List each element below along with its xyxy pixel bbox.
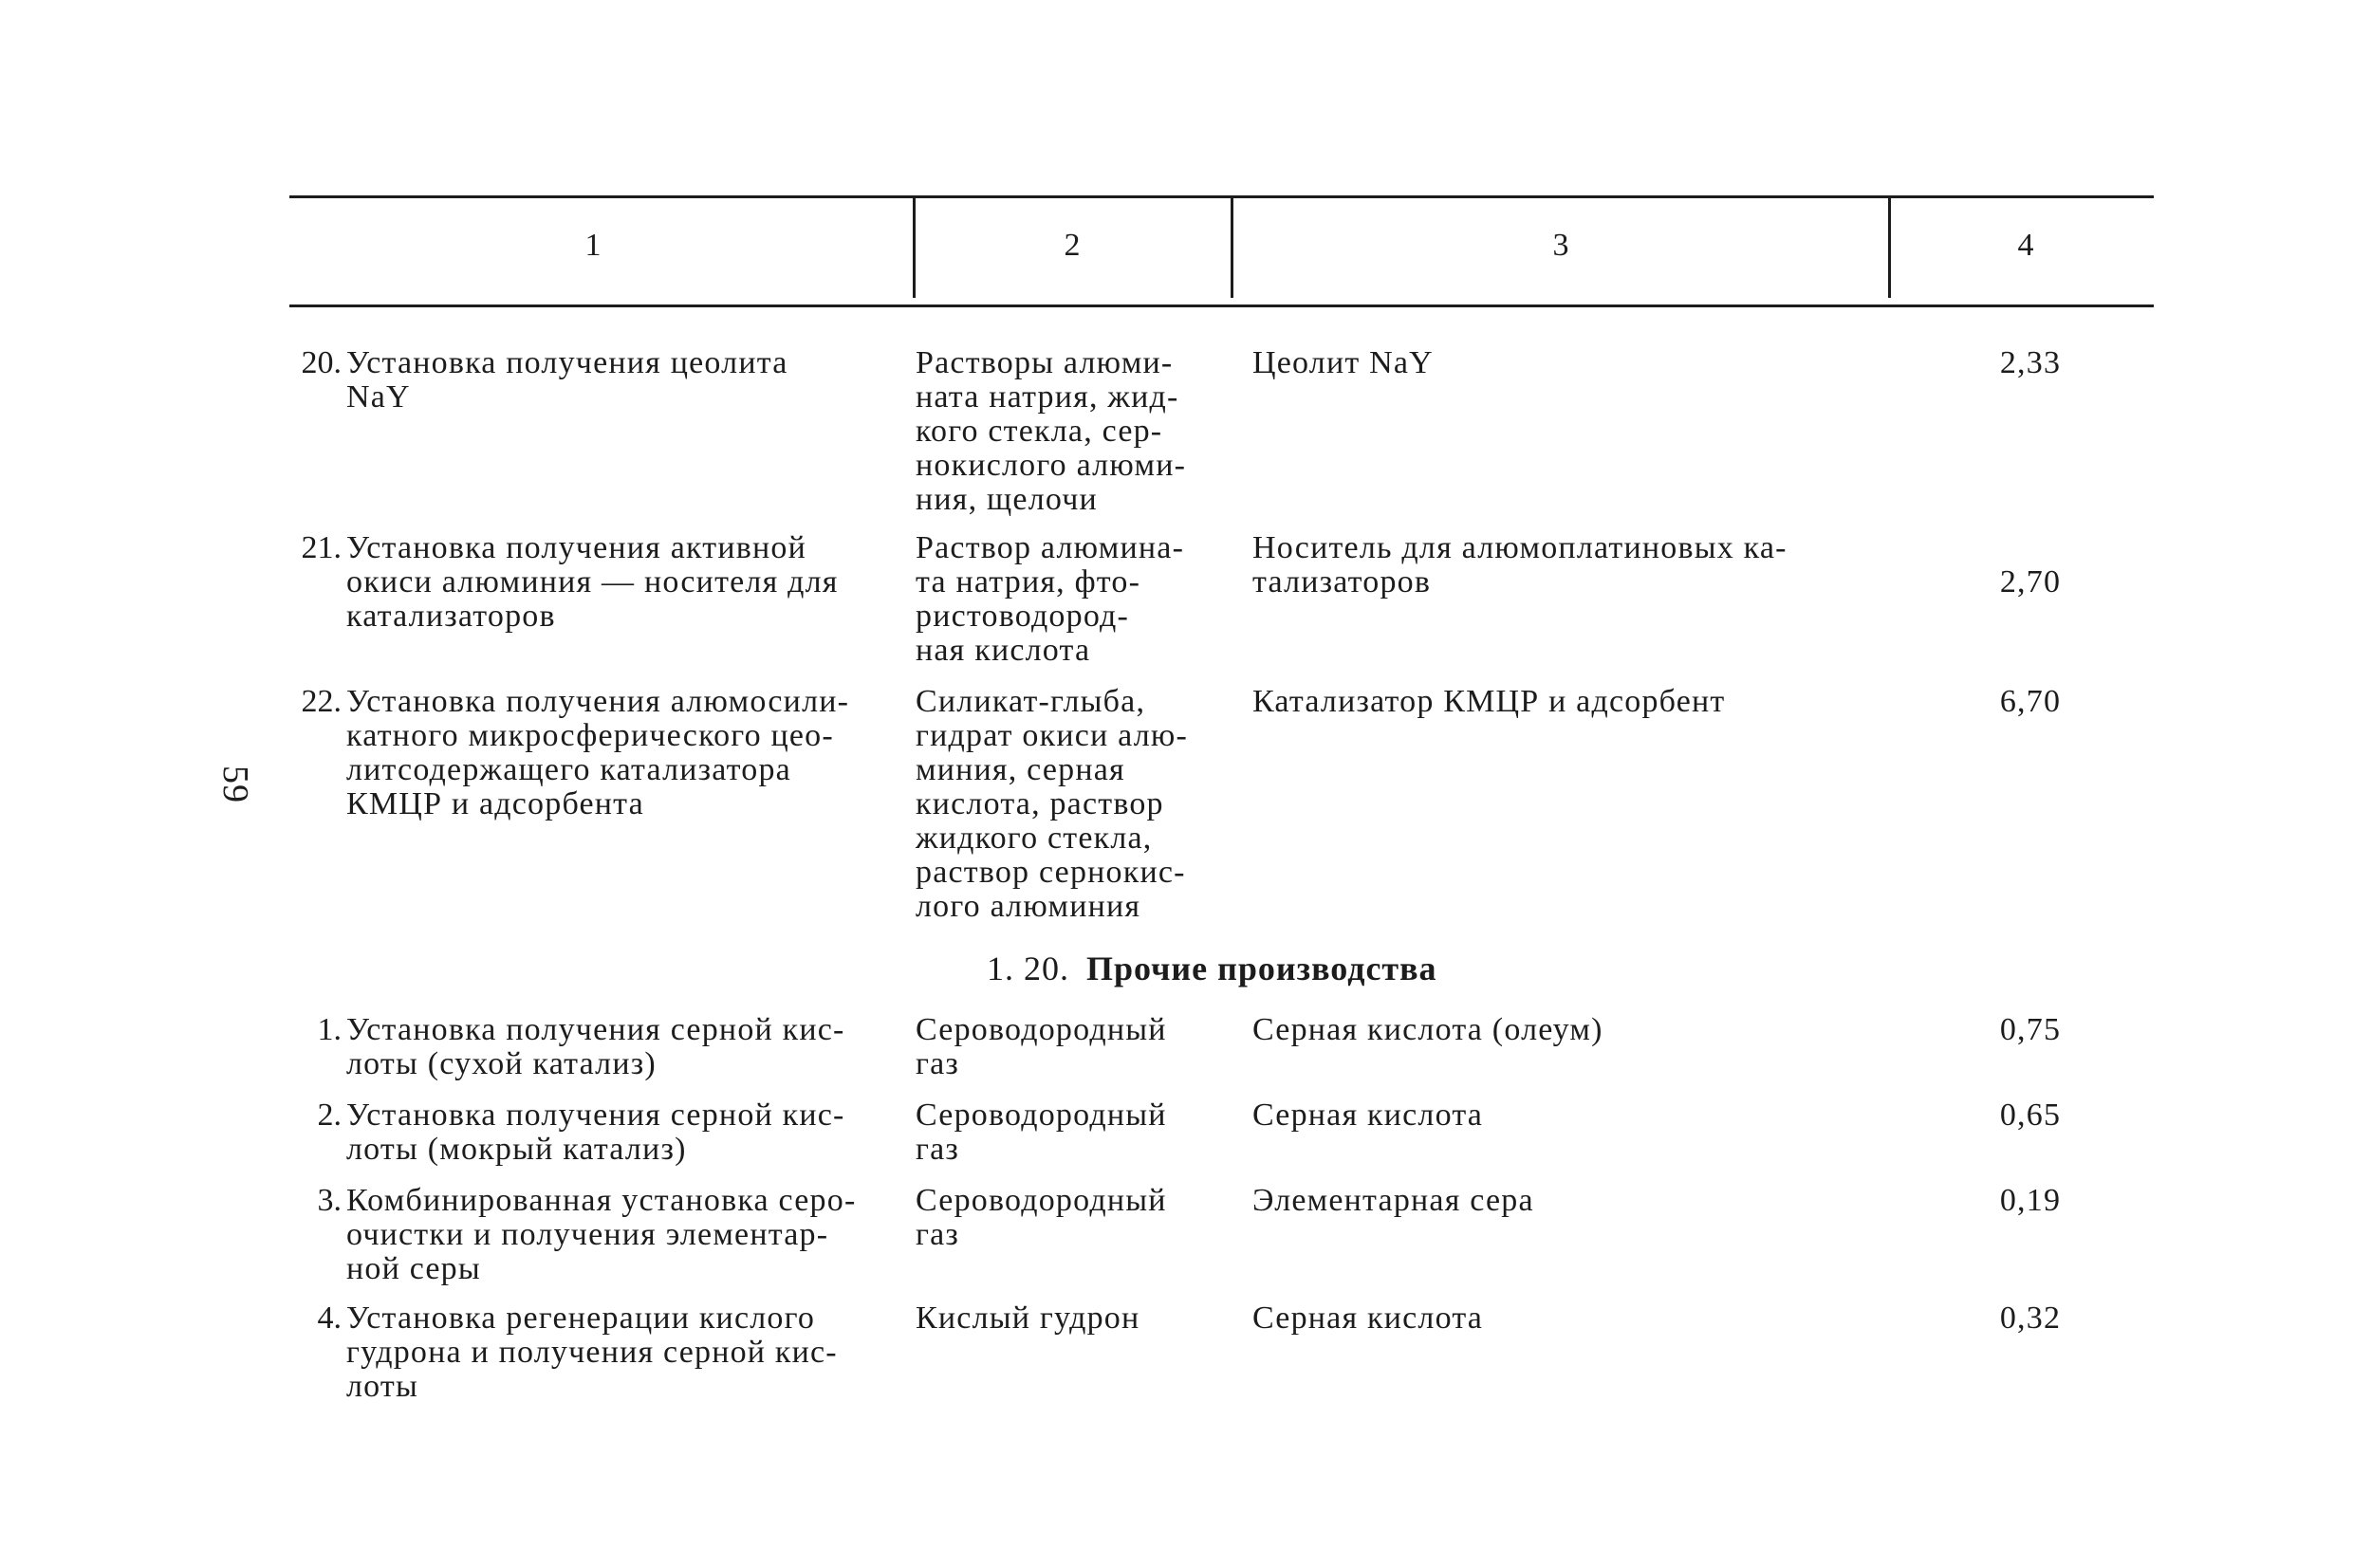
header-divider-1 bbox=[913, 197, 916, 298]
row-installation: Установка получения серной кис- лоты (мокрый катализ) bbox=[346, 1098, 845, 1167]
row-value: 0,19 bbox=[1999, 1183, 2062, 1218]
row-number: 20. bbox=[301, 345, 342, 380]
row-feedstock: Сероводородный газ bbox=[916, 1183, 1167, 1252]
table-top-rule bbox=[289, 195, 2154, 198]
section-number: 1. 20. bbox=[987, 950, 1069, 987]
row-product: Носитель для алюмоплатиновых ка- тализаторов bbox=[1252, 530, 1788, 600]
row-value: 2,33 bbox=[1999, 345, 2062, 380]
row-value: 0,32 bbox=[1999, 1301, 2062, 1336]
row-installation: Комбинированная установка серо- очистки и получения элементар- ной серы bbox=[346, 1183, 857, 1286]
column-header-4: 4 bbox=[2017, 228, 2034, 263]
row-feedstock: Кислый гудрон bbox=[916, 1301, 1140, 1336]
row-value: 2,70 bbox=[1999, 564, 2062, 600]
column-header-1: 1 bbox=[584, 228, 602, 263]
row-product: Серная кислота bbox=[1252, 1301, 1484, 1336]
row-number: 22. bbox=[301, 684, 342, 719]
row-product: Катализатор КМЦР и адсорбент bbox=[1252, 684, 1726, 719]
row-installation: Установка получения серной кис- лоты (сухой катализ) bbox=[346, 1012, 845, 1081]
row-feedstock: Сероводородный газ bbox=[916, 1098, 1167, 1167]
row-feedstock: Силикат-глыба, гидрат окиси алю- миния, серная кислота, раствор жидкого стекла, раствор сернокис- лого алюминия bbox=[916, 684, 1188, 924]
row-feedstock: Растворы алюми- ната натрия, жид- кого стекла, сер- нокислого алюми- ния, щелочи bbox=[916, 345, 1187, 517]
row-installation: Установка получения активной окиси алюминия — носителя для катализаторов bbox=[346, 530, 839, 634]
section-title: Прочие производства bbox=[1086, 950, 1437, 987]
row-number: 21. bbox=[301, 530, 342, 565]
row-product: Серная кислота bbox=[1252, 1098, 1484, 1133]
header-divider-2 bbox=[1231, 197, 1233, 298]
row-feedstock: Раствор алюмина- та натрия, фто- ристоводород- ная кислота bbox=[916, 530, 1185, 668]
row-value: 6,70 bbox=[1999, 684, 2062, 719]
row-number: 4. bbox=[317, 1301, 342, 1336]
table-header-bottom-rule bbox=[289, 304, 2154, 307]
header-divider-3 bbox=[1888, 197, 1891, 298]
page-number: 59 bbox=[215, 766, 255, 803]
column-header-2: 2 bbox=[1064, 228, 1081, 263]
row-installation: Установка получения алюмосили- катного микросферического цео- литсодержащего катализатора КМЦР и адсорбента bbox=[346, 684, 850, 821]
row-value: 0,65 bbox=[1999, 1098, 2062, 1133]
row-installation: Установка регенерации кислого гудрона и получения серной кис- лоты bbox=[346, 1301, 838, 1404]
row-product: Серная кислота (олеум) bbox=[1252, 1012, 1603, 1047]
row-product: Элементарная сера bbox=[1252, 1183, 1534, 1218]
column-header-3: 3 bbox=[1552, 228, 1569, 263]
row-number: 1. bbox=[317, 1012, 342, 1047]
row-number: 3. bbox=[317, 1183, 342, 1218]
row-product: Цеолит NaY bbox=[1252, 345, 1434, 380]
row-value: 0,75 bbox=[1999, 1012, 2062, 1047]
row-number: 2. bbox=[317, 1098, 342, 1133]
section-heading bbox=[987, 949, 1437, 988]
row-installation: Установка получения цеолита NaY bbox=[346, 345, 788, 415]
row-feedstock: Сероводородный газ bbox=[916, 1012, 1167, 1081]
